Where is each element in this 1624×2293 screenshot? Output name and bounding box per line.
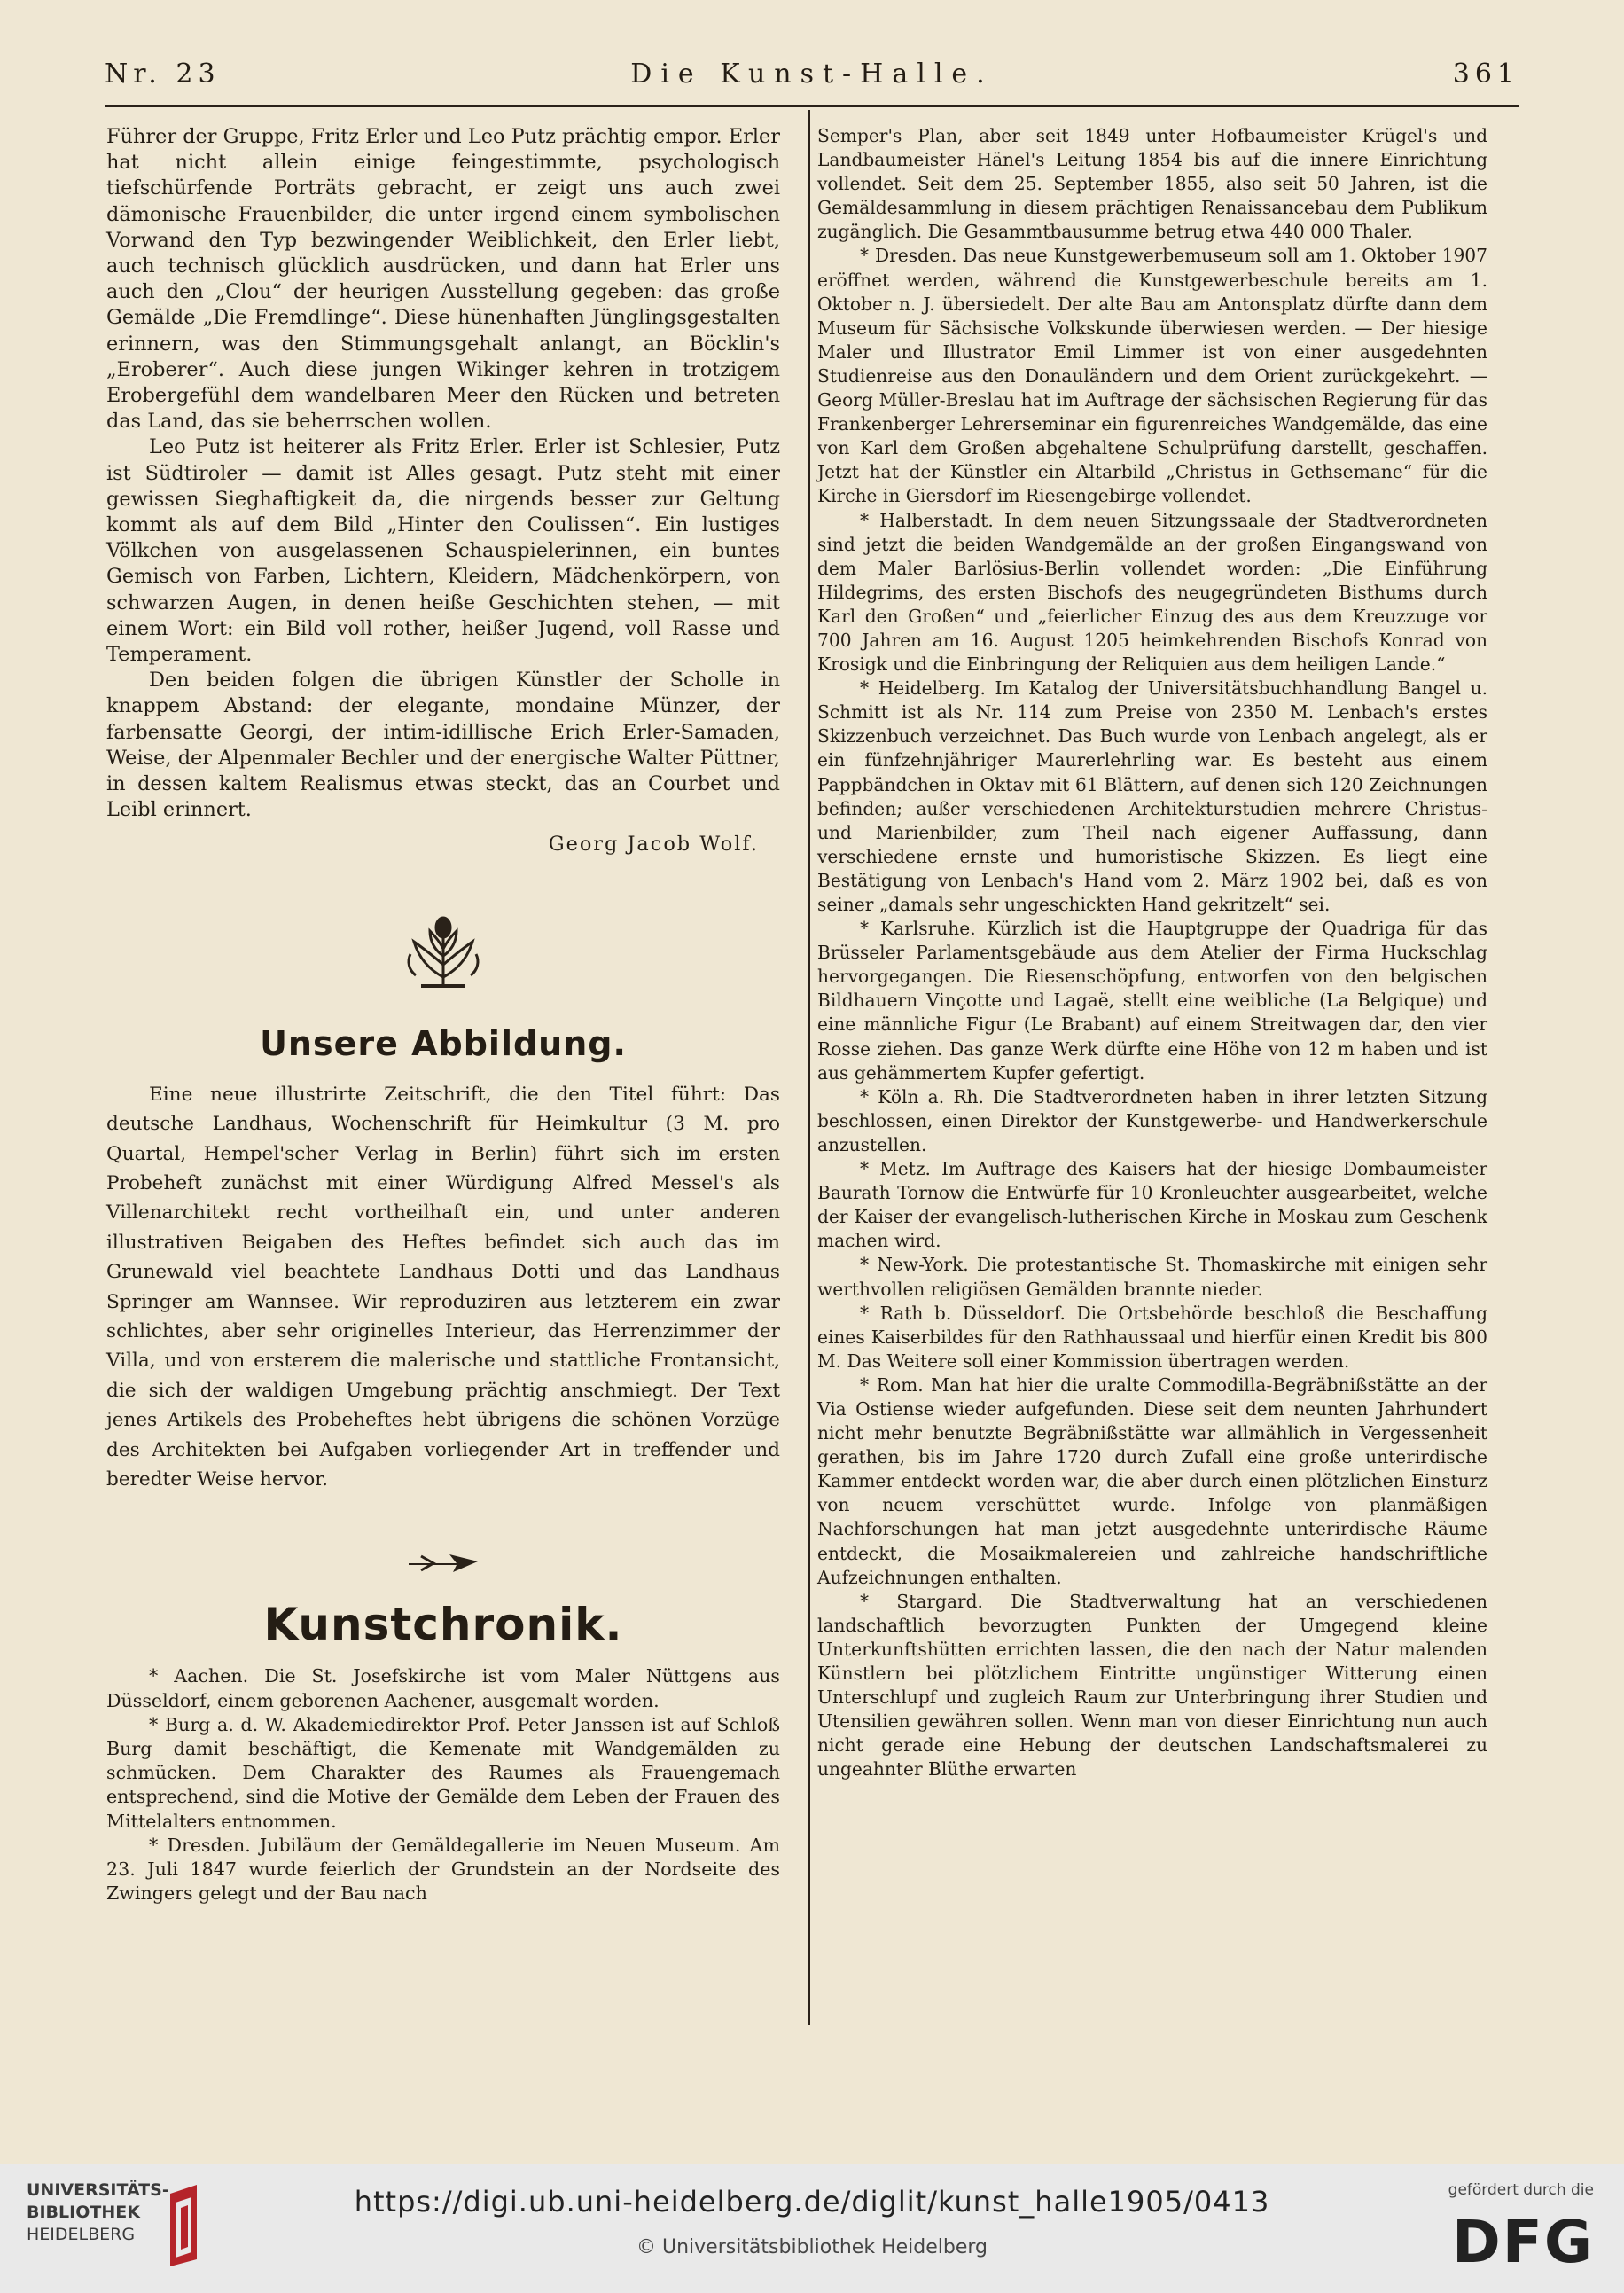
copyright-notice: © Universitätsbibliothek Heidelberg: [636, 2236, 988, 2258]
section-title-abbildung: Unsere Abbildung.: [260, 1023, 627, 1063]
column-divider: [808, 110, 810, 2025]
chronik-entry: * Karlsruhe. Kürzlich ist die Hauptgruppe der Quadriga für das Brüsseler Parlamentsgebäude aus dem Atelier der Firma Huckschlag hervorgegangen. Die Riesenschöpfung, entworfen von den belgischen Bildhauern Vinçotte und Lagaë, stellt eine weibliche (La Belgique) und eine männliche Figur (Le Brabant) auf einem Streitwagen dar, den vier Rosse ziehen. Das ganze Werk dürfte eine Höhe von 12 m haben und ist aus gehämmertem Kupfer gefertigt.: [817, 918, 1487, 1084]
footer-bar: [0, 2164, 1624, 2293]
chronik-entry: * Stargard. Die Stadtverwaltung hat an verschiedenen landschaftlich bevorzugten Punkten der Umgegend kleine Unterkunftshütten errichten lassen, die den nach der Natur malenden Künstlern bei plötzlichem Eintritte ungünstiger Witterung einen Unterschlupf und zugleich Raum zur Unterbringung ihrer Studien und Utensilien gewähren sollen. Wenn man von dieser Einrichtung nun auch nicht gerade eine Hebung der deutschen Landschaftsmalerei zu ungeahnter Blüthe erwarten: [817, 1590, 1487, 1780]
chronik-entry: * Dresden. Jubiläum der Gemäldegallerie im Neuen Museum. Am 23. Juli 1847 wurde feierlich der Grundstein an der Nordseite des Zwingers gelegt und der Bau nach: [106, 1834, 780, 1905]
abbildung-text: Eine neue illustrirte Zeitschrift, die den Titel führt: Das deutsche Landhaus, Wochenschrift für Heimkultur (3 M. pro Quartal, Hempel'scher Verlag in Berlin) führt sich im ersten Probeheft zunächst mit einer Würdigung Alfred Messel's als Villenarchitekt recht vortheilhaft ein, und unter anderen illustrativen Beigaben des Heftes befindet sich auch das im Grunewald viel beachtete Landhaus Dotti und das Landhaus Springer am Wannsee. Wir reproduziren aus letzterem ein zwar schlichtes, aber sehr originelles Interieur, das Herrenzimmer der Villa, und von ersterem die malerische und stattliche Frontansicht, die sich der waldigen Umgebung prächtig anschmiegt. Der Text jenes Artikels des Probeheftes hebt übrigens die schönen Vorzüge des Architekten bei Aufgaben vorliegender Art in treffender und beredter Weise hervor.: [106, 1083, 780, 1491]
library-name-line: UNIVERSITÄTS-: [27, 2180, 169, 2200]
chronik-entry: * Halberstadt. In dem neuen Sitzungssaale der Stadtverordneten sind jetzt die beiden Wandgemälde an der großen Eingangswand von dem Maler Barlösius-Berlin vollendet worden: „Die Einführung Hildegrims, des ersten Bischofs des neugegründeten Bisthums durch Karl den Großen“ und „feierlicher Einzug des aus dem Kreuzzuge vor 700 Jahren am 16. August 1205 heimkehrenden Bischofs Konrad von Krosigk und die Einbringung der Reliquien aus dem heiligen Lande.“: [817, 509, 1487, 676]
paragraph: Den beiden folgen die übrigen Künstler der Scholle in knappem Abstand: der elegante, mondaine Münzer, der farbensatte Georgi, der intim-idillische Erich Erler-Samaden, Weise, der Alpenmaler Bechler und der energische Walter Püttner, in dessen kaltem Realismus etwas steckt, das an Courbet und Leibl erinnert.: [106, 669, 780, 822]
chronik-entry: * New-York. Die protestantische St. Thomaskirche mit einigen sehr werthvollen religiösen Gemälden brannte nieder.: [817, 1254, 1487, 1300]
paragraph: Führer der Gruppe, Fritz Erler und Leo Putz prächtig empor. Erler hat nicht allein einige feingestimmte, psychologisch tiefschürfende Porträts gebracht, er zeigt uns auch zwei dämonische Frauenbilder, die unter irgend einem symbolischen Vorwand den Typ bezwingender Weiblichkeit, den Erler liebt, auch technisch glücklich ausdrücken, und dann hat Erler uns auch den „Clou“ der heurigen Ausstellung gegeben: das große Gemälde „Die Fremdlinge“. Diese hünenhaften Jünglingsgestalten erinnern, was den Stimmungsgehalt anlangt, an Böcklin's „Eroberer“. Auch diese jungen Wikinger kehren in trotzigem Erobergefühl dem wandelbaren Meer den Rücken und betreten das Land, das sie beherrschen wollen.: [106, 125, 780, 434]
issue-number: Nr. 23: [105, 59, 221, 90]
journal-title: Die Kunst-Halle.: [630, 59, 994, 90]
chronik-entry: * Burg a. d. W. Akademiedirektor Prof. Peter Janssen ist auf Schloß Burg damit beschäftigt, die Kemenate mit Wandgemälden zu schmücken. Dem Charakter des Raumes als Frauengemach entsprechend, sind die Motive der Gemälde dem Leben der Frauen des Mittelalters entnommen.: [106, 1713, 780, 1832]
section-title-kunstchronik: Kunstchronik.: [263, 1599, 623, 1651]
chronik-entry: Semper's Plan, aber seit 1849 unter Hofbaumeister Krügel's und Landbaumeister Hänel's Leitung 1854 bis auf die innere Einrichtung vollendet. Seit dem 25. September 1855, also seit 50 Jahren, ist die Gemäldesammlung in diesem prächtigen Renaissancebau dem Publikum zugänglich. Die Gesammtbausumme betrug etwa 440 000 Thaler.: [817, 125, 1487, 243]
funding-label: gefördert durch die: [1448, 2181, 1594, 2199]
dfg-logo[interactable]: DFG: [1451, 2208, 1594, 2276]
header-rule: [105, 105, 1519, 107]
paragraph: Leo Putz ist heiterer als Fritz Erler. Erler ist Schlesier, Putz ist Südtiroler — damit ist Alles gesagt. Putz steht mit einer gewissen Sieghaftigkeit da, die nirgends besser zur Geltung kommt als auf dem Bild „Hinter den Coulissen“. Ein lustiges Völkchen von ausgelassenen Schauspielerinnen, ein buntes Gemisch von Farben, Lichtern, Kleidern, Mädchenkörpern, von schwarzen Augen, in denen heiße Geschichten stehen, — mit einem Wort: ein Bild voll rother, heißer Jugend, voll Rasse und Temperament.: [106, 435, 780, 667]
chronik-entry: * Metz. Im Auftrage des Kaisers hat der hiesige Dombaumeister Baurath Tornow die Entwürfe für 10 Kronleuchter ausgearbeitet, welche der Kaiser der evangelisch-lutherischen Kirche in Moskau zum Geschenk machen wird.: [817, 1158, 1487, 1252]
lily-ornament-icon: [403, 915, 483, 991]
right-column: [817, 124, 1487, 1781]
arrow-ornament-icon: [403, 1544, 483, 1576]
page-number: 361: [1452, 59, 1519, 90]
page-header: [105, 55, 1519, 99]
left-column: [106, 124, 780, 1906]
chronik-entry: * Rom. Man hat hier die uralte Commodilla-Begräbnißstätte an der Via Ostiense wieder aufgefunden. Diese seit dem neunten Jahrhundert nicht mehr benutzte Begräbnißstätte war allmählich in Vergessenheit gerathen, bis im Jahre 1720 durch Zufall eine große unterirdische Kammer entdeckt worden war, die aber durch einen plötzlichen Einsturz von neuem verschüttet wurde. Infolge von planmäßigen Nachforschungen hat man jetzt ausgedehnte unterirdische Räume entdeckt, die Mosaikmalereien und zahlreiche handschriftliche Aufzeichnungen enthalten.: [817, 1373, 1487, 1588]
chronik-list: [106, 1664, 780, 1906]
chronik-entry: * Aachen. Die St. Josefskirche ist vom Maler Nüttgens aus Düsseldorf, einem geborenen Aachener, ausgemalt worden.: [106, 1665, 780, 1711]
chronik-entry: * Heidelberg. Im Katalog der Universitätsbuchhandlung Bangel u. Schmitt ist als Nr. 114 zum Preise von 2350 M. Lenbach's erstes Skizzenbuch verzeichnet. Das Buch wurde von Lenbach angelegt, als er ein fünfzehnjähriger Maurerlehrling war. Es besteht aus einem Pappbändchen in Oktav mit 61 Blättern, auf denen sich 120 Zeichnungen befinden; außer verschiedenen Architekturstudien mehrere Christus- und Marienbilder, zum Theil nach eigener Auffassung, dann verschiedene ernste und humoristische Skizzen. Es liegt eine Bestätigung von Lenbach's Hand vom 2. März 1902 bei, daß es von seiner „damals sehr ungeschickten Hand gekritzelt“ sei.: [817, 677, 1487, 915]
author-signature: Georg Jacob Wolf.: [548, 833, 759, 857]
chronik-entry: * Rath b. Düsseldorf. Die Ortsbehörde beschloß die Beschaffung eines Kaiserbildes für den Rathhaussaal und hierfür einen Kredit bis 800 M. Das Weitere soll einer Kommission übertragen werden.: [817, 1302, 1487, 1372]
chronik-entry: * Köln a. Rh. Die Stadtverordneten haben in ihrer letzten Sitzung beschlossen, einen Direktor der Kunstgewerbe- und Handwerkerschule anzustellen.: [817, 1085, 1487, 1155]
permalink-url[interactable]: https://digi.ub.uni-heidelberg.de/diglit/kunst_halle1905/0413: [354, 2185, 1270, 2219]
library-name-line: HEIDELBERG: [27, 2225, 136, 2244]
library-name-line: BIBLIOTHEK: [27, 2203, 140, 2222]
chronik-entry: * Dresden. Das neue Kunstgewerbemuseum soll am 1. Oktober 1907 eröffnet werden, während die Kunstgewerbeschule bereits am 1. Oktober n. J. übersiedelt. Der alte Bau am Antonsplatz dürfte dann dem Museum für Sächsische Volkskunde überwiesen werden. — Der hiesige Maler und Illustrator Emil Limmer ist von einer ausgedehnten Studienreise aus den Donauländern und dem Orient zurückgekehrt. — Georg Müller-Breslau hat im Auftrage der sächsischen Regierung für das Frankenberger Lehrerseminar ein figurenreiches Wandgemälde, das eine von Karl dem Großen abgehaltene Schulprüfung darstellt, geschaffen. Jetzt hat der Künstler ein Altarbild „Christus in Gethsemane“ für die Kirche in Giersdorf im Riesengebirge vollendet.: [817, 245, 1487, 507]
